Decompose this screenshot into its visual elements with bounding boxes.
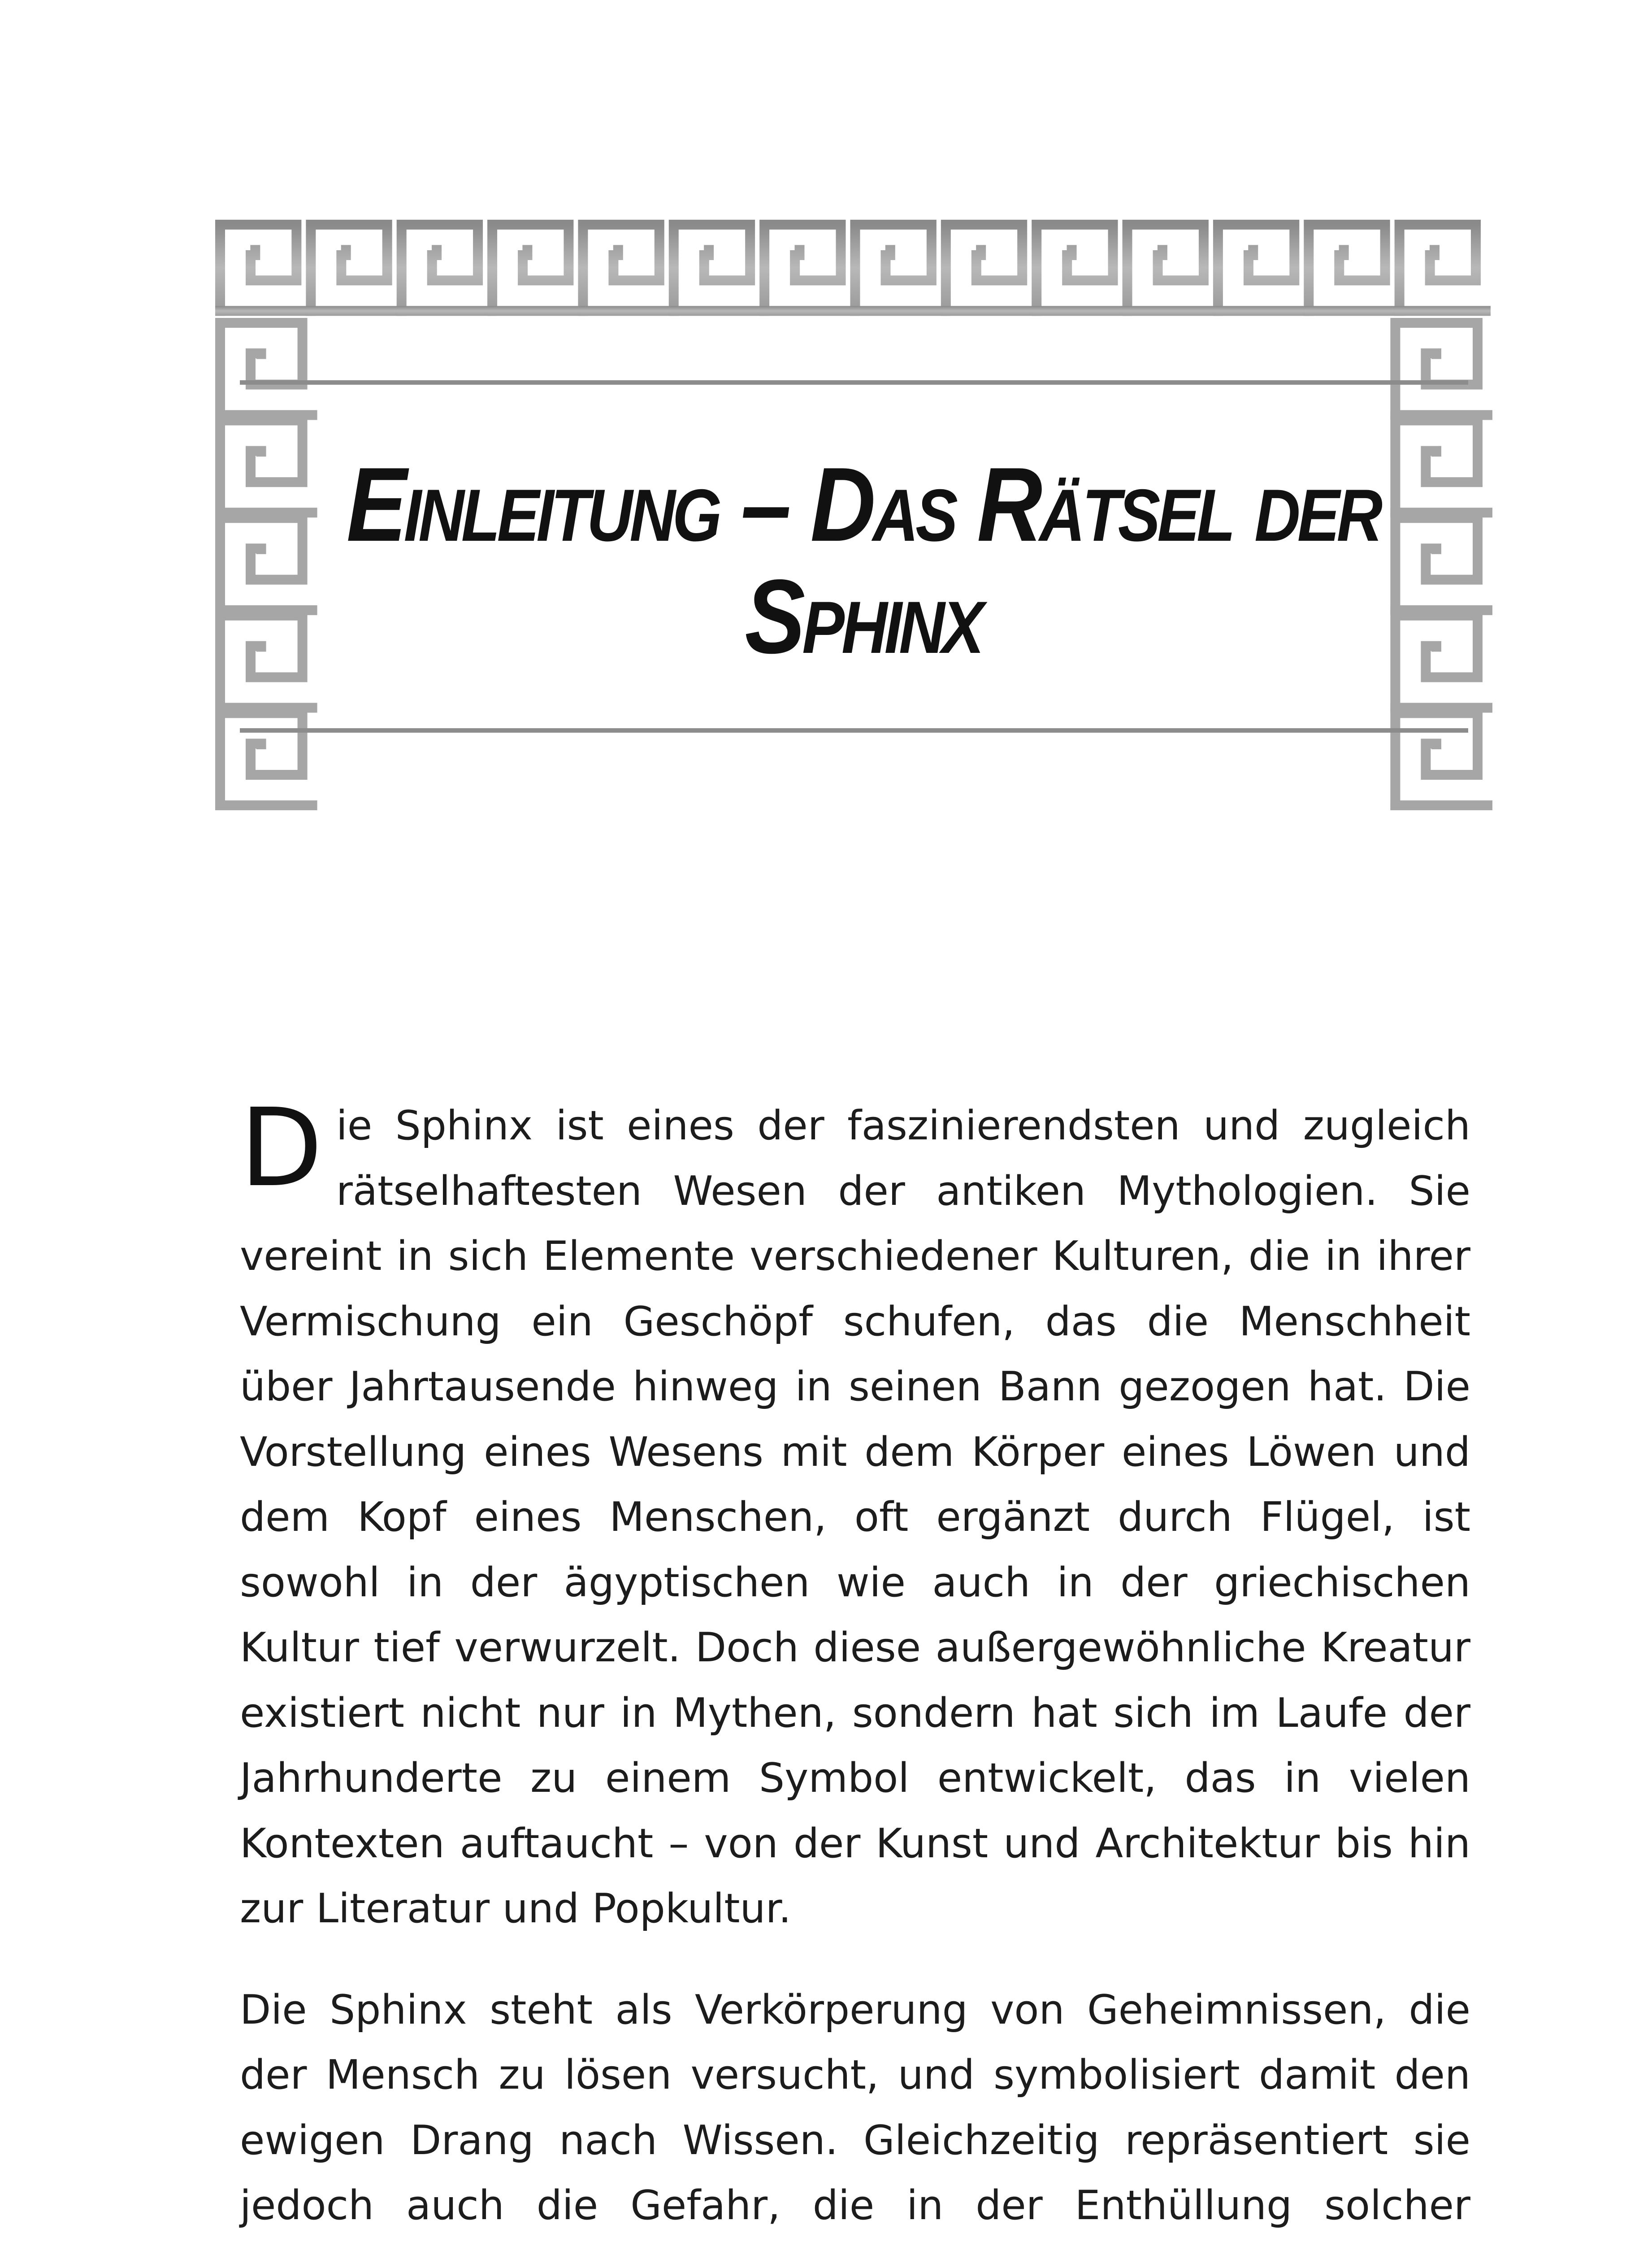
greek-key-tile-base	[1304, 306, 1400, 316]
greek-key-tile	[764, 225, 841, 311]
body-text	[240, 1085, 1470, 2242]
greek-key-tile-base	[578, 306, 674, 316]
greek-key-tile-base	[487, 306, 583, 316]
greek-key-tile	[220, 616, 303, 708]
title-rule-bottom	[240, 728, 1468, 733]
greek-key-tile	[220, 421, 303, 513]
greek-key-tile	[1395, 713, 1478, 805]
greek-key-tile-base	[306, 306, 402, 316]
greek-key-tile	[1395, 518, 1478, 610]
greek-key-tile	[1395, 421, 1478, 513]
greek-key-tile-base	[759, 306, 855, 316]
greek-key-tile	[855, 225, 932, 311]
chapter-title-line-1: Einleitung – Das Rätsel der	[346, 445, 1380, 563]
paragraph-1: Die Sphinx ist eines der faszinierendsten und zugleich rätselhaftesten Wesen der antiken Mythologien. Sie vereint in sich Elemente verschiedener Kulturen, die in ihrer Vermischung ein Geschöpf schufen, das die Menschheit über Jahrtausende hinweg in seinen Bann gezogen hat. Die Vorstellung eines Wesens mit dem Körper eines Löwen und dem Kopf eines Menschen, oft ergänzt durch Flügel, ist sowohl in der ägyptischen wie auch in der griechischen Kultur tief verwurzelt. Doch diese außergewöhnliche Kreatur existiert nicht nur in Mythen, sondern hat sich im Laufe der Jahrhunderte zu einem Symbol entwickelt, das in vielen Kontexten auftaucht – von der Kunst und Architektur bis hin zur Literatur und Popkultur.	[240, 1085, 1470, 1932]
paragraph-2: Die Sphinx steht als Verkörperung von Geheimnissen, die der Mensch zu lösen versucht, und symbolisiert damit den ewigen Drang nach Wissen. Gleichzeitig repräsentiert sie jedoch auch die Gefahr, die in der Enthüllung solcher	[240, 1986, 1470, 2229]
greek-key-tile	[402, 225, 478, 311]
greek-key-tile	[1400, 225, 1476, 311]
greek-key-tile	[220, 323, 303, 415]
title-rule-top	[240, 380, 1468, 385]
greek-key-tile	[583, 225, 659, 311]
greek-key-tile	[1218, 225, 1294, 311]
greek-key-tile	[1127, 225, 1204, 311]
greek-key-left-band	[215, 323, 317, 810]
greek-key-tile-base	[1123, 306, 1218, 316]
greek-key-tile	[220, 225, 296, 311]
greek-key-right-band	[1390, 323, 1492, 810]
greek-key-tile	[1036, 225, 1113, 311]
greek-key-tile	[946, 225, 1022, 311]
greek-key-tile-base	[1213, 306, 1309, 316]
greek-key-tile	[220, 518, 303, 610]
greek-key-tile-base	[1390, 800, 1492, 810]
greek-key-tile-base	[215, 306, 311, 316]
greek-key-tile	[220, 713, 303, 805]
greek-key-tile-base	[669, 306, 765, 316]
greek-key-top-band	[215, 225, 1491, 316]
chapter-title	[337, 445, 1389, 675]
greek-key-tile-base	[941, 306, 1037, 316]
greek-key-tile	[674, 225, 750, 311]
greek-key-tile-base	[397, 306, 493, 316]
greek-key-tile	[1309, 225, 1385, 311]
greek-key-tile-base	[215, 800, 317, 810]
greek-key-tile-base	[850, 306, 946, 316]
chapter-title-line-2: Sphinx	[745, 557, 981, 675]
greek-key-tile	[492, 225, 568, 311]
greek-key-tile	[1395, 616, 1478, 708]
greek-key-tile	[1395, 323, 1478, 415]
greek-key-tile-base	[1032, 306, 1127, 316]
greek-key-tile	[311, 225, 387, 311]
greek-key-tile-base	[1395, 306, 1491, 316]
